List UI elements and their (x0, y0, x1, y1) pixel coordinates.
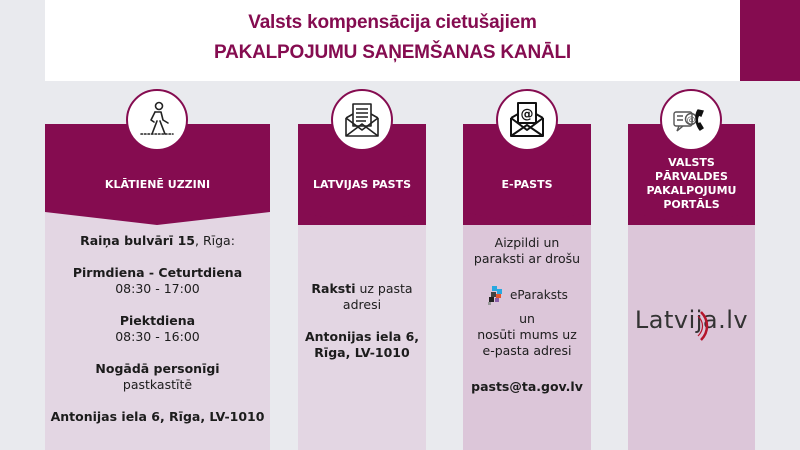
mailbox-address: Antonijas iela 6, Rīga, LV-1010 (50, 409, 265, 424)
logo-text-b: ja.lv (695, 306, 749, 334)
logo-text-a: Latvi (634, 306, 696, 334)
email-instruction-4: nosūti mums uz (477, 327, 577, 342)
in-person-details (45, 233, 270, 425)
email-instruction-3: un (519, 311, 535, 326)
latvija-lv-logo[interactable] (634, 306, 749, 334)
letter-envelope-icon (331, 89, 393, 151)
title-line: VALSTS (668, 156, 715, 169)
write-label: Raksti (311, 281, 356, 296)
eparaksts-mark-icon (486, 285, 506, 305)
email-address-link[interactable]: pasts@ta.gov.lv (471, 379, 583, 394)
page-title: Valsts kompensācija cietušajiem (248, 12, 537, 33)
deliver-personally: Nogādā personīgi (95, 361, 220, 376)
deliver-mailbox: pastkastītē (122, 377, 193, 392)
channel-in-person (45, 124, 270, 450)
schedule-days: Piektdiena (119, 313, 196, 328)
write-text-line2: adresi (342, 297, 382, 312)
office-address: Raiņa bulvārī 15 (80, 233, 196, 248)
corner-accent-block (740, 0, 800, 81)
email-at-icon (496, 89, 558, 151)
schedule-days: Pirmdiena - Ceturtdiena (72, 265, 243, 280)
channel-state-portal (628, 115, 755, 450)
post-address-line2: Rīga, LV-1010 (314, 345, 410, 360)
svg-text:@: @ (520, 107, 534, 122)
schedule-hours: 08:30 - 17:00 (115, 281, 200, 296)
page-subtitle: PAKALPOJUMU SAŅEMŠANAS KANĀLI (214, 42, 571, 63)
portal-logo-area (628, 306, 755, 334)
channel-email (463, 107, 591, 450)
latvija-swoosh-icon (697, 310, 713, 342)
post-details (298, 281, 426, 361)
write-text: uz pasta (355, 281, 413, 296)
post-address-line1: Antonijas iela 6, (304, 329, 420, 344)
walking-person-icon (126, 89, 188, 151)
channel-title (628, 156, 755, 212)
email-details (463, 235, 591, 395)
channel-title: E-PASTS (501, 178, 553, 191)
svg-text:@: @ (686, 115, 696, 126)
email-instruction-5: e-pasta adresi (482, 343, 572, 358)
channel-latvian-post (298, 124, 426, 450)
chat-phone-icon (660, 89, 722, 151)
schedule-hours: 08:30 - 16:00 (115, 329, 200, 344)
title-line: PAKALPOJUMU (646, 184, 737, 197)
eparaksts-logo (486, 285, 568, 305)
title-line: PORTĀLS (663, 198, 720, 211)
office-city: , Rīga: (195, 233, 235, 248)
email-instruction-1: Aizpildi un (494, 235, 560, 250)
email-instruction-2: paraksti ar drošu (473, 251, 581, 266)
title-line: PĀRVALDES (655, 170, 728, 183)
channel-title: LATVIJAS PASTS (312, 178, 412, 191)
channel-title: KLĀTIENĒ UZZINI (104, 178, 211, 191)
eparaksts-label: eParaksts (510, 288, 568, 302)
header-banner (45, 0, 740, 81)
